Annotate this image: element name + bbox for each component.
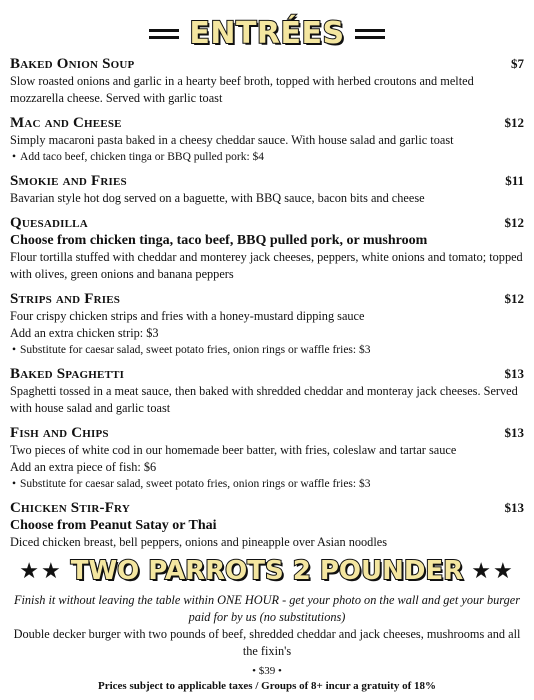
item-description: Flour tortilla stuffed with cheddar and monterey jack cheeses, peppers, white onions and tomato; topped with olives, green onions and banana peppers (10, 250, 523, 281)
menu-item-baked-spaghetti (10, 366, 524, 417)
section-title: ENTRÉES (189, 16, 345, 51)
special-header (0, 556, 534, 586)
item-description: Slow roasted onions and garlic in a hearty beef broth, topped with herbed croutons and melted mozzarella cheese. Served with garlic toast (10, 74, 474, 105)
item-description: Four crispy chicken strips and fries with a honey-mustard dipping sauce (10, 309, 365, 323)
menu-item-strips-and-fries (10, 291, 524, 358)
item-name: Smokie and Fries (10, 173, 127, 189)
item-name: Quesadilla (10, 215, 88, 231)
star-icon: ★★ (19, 558, 63, 583)
item-description: Spaghetti tossed in a meat sauce, then baked with shredded cheddar and monteray jack cheeses. Served with house salad and garlic toast (10, 384, 518, 415)
special-details (10, 592, 524, 680)
item-addon: • Add taco beef, chicken tinga or BBQ pulled pork: $4 (10, 149, 524, 165)
menu-item-smokie-and-fries (10, 173, 524, 207)
special-title: TWO PARROTS 2 POUNDER (70, 556, 464, 586)
special-price: • $39 • (252, 665, 282, 677)
item-price: $12 (504, 115, 524, 130)
item-extra: Add an extra chicken strip: $3 (10, 326, 159, 340)
item-price: $11 (505, 173, 524, 188)
star-icon: ★★ (471, 558, 515, 583)
item-description: Diced chicken breast, bell peppers, onions and pineapple over Asian noodles (10, 535, 387, 549)
item-price: $13 (504, 500, 524, 515)
item-choice: Choose from chicken tinga, taco beef, BBQ pulled pork, or mushroom (10, 233, 428, 248)
item-name: Strips and Fries (10, 291, 121, 307)
item-addon: • Substitute for caesar salad, sweet potato fries, onion rings or waffle fries: $3 (10, 342, 524, 358)
item-name: Baked Onion Soup (10, 56, 135, 72)
item-price: $7 (511, 56, 524, 71)
menu-item-chicken-stir-fry (10, 500, 524, 551)
item-price: $12 (504, 215, 524, 230)
item-description: Two pieces of white cod in our homemade beer batter, with fries, coleslaw and tartar sauce (10, 443, 457, 457)
item-extra: Add an extra piece of fish: $6 (10, 460, 157, 474)
item-price: $13 (504, 425, 524, 440)
item-price: $13 (504, 366, 524, 381)
special-challenge: Finish it without leaving the table within ONE HOUR - get your photo on the wall and get your burger paid for by us (no substitutions) (13, 593, 521, 624)
item-choice: Choose from Peanut Satay or Thai (10, 518, 217, 533)
item-name: Baked Spaghetti (10, 366, 125, 382)
menu-items (10, 56, 524, 559)
menu-item-baked-onion-soup (10, 56, 524, 107)
item-name: Mac and Cheese (10, 115, 122, 131)
item-name: Fish and Chips (10, 425, 109, 441)
menu-item-fish-and-chips (10, 425, 524, 492)
menu-item-quesadilla (10, 215, 524, 283)
section-header (0, 16, 534, 51)
item-name: Chicken Stir-Fry (10, 500, 130, 516)
menu-item-mac-and-cheese (10, 115, 524, 165)
header-bar-right (355, 29, 385, 39)
item-addon: • Substitute for caesar salad, sweet potato fries, onion rings or waffle fries: $3 (10, 476, 524, 492)
footer-note: Prices subject to applicable taxes / Groups of 8+ incur a gratuity of 18% (98, 680, 436, 692)
item-description: Bavarian style hot dog served on a baguette, with BBQ sauce, bacon bits and cheese (10, 191, 425, 205)
item-price: $12 (504, 291, 524, 306)
item-description: Simply macaroni pasta baked in a cheesy cheddar sauce. With house salad and garlic toast (10, 133, 454, 147)
special-description: Double decker burger with two pounds of beef, shredded cheddar and jack cheeses, mushrooms and all the fixin's (13, 627, 521, 658)
header-bar-left (149, 29, 179, 39)
